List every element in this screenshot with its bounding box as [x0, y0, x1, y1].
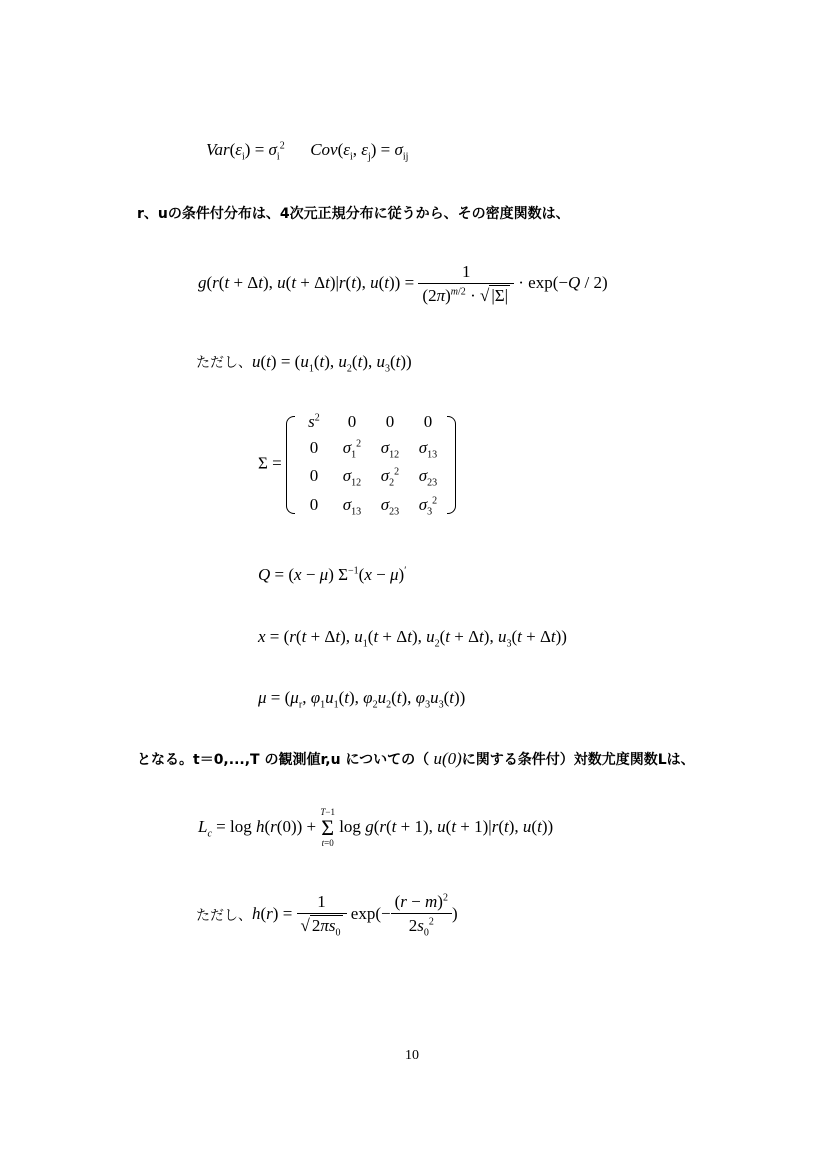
u0-expression: u(0): [429, 749, 462, 768]
x-equation: x = (r(t + Δt), $u_1(t + \Delta t)$, $u_2(t + \Delta t)$, $u_3(t + \Delta t)$): [258, 627, 567, 650]
likelihood-intro-text: [137, 749, 695, 769]
likelihood-intro-head: となる。t＝0,...,T の観測値r,u についての（: [137, 752, 430, 768]
density-intro-text: r、uの条件付分布は、4次元正規分布に従うから、その密度関数は、: [137, 206, 570, 222]
density-function-equation: g(r(t + Δt), u(t + Δt)|r(t), u(t)) = $\frac{1}{(2\pi)^{m/2} \cdot √ |\Sigma|}$ · exp(−Q / 2): [198, 262, 608, 305]
tadashi-label: ただし、: [196, 355, 252, 371]
u-definition-line: ただし、$u(t) = (u_1(t)$, $u_2(t)$, $u_3(t)$): [196, 352, 412, 375]
h-definition-line: ただし、h(r) = $\frac{1}{√ 2\pi s_0}$ exp(− $\frac{(r - m)^2}{2s_0^2}$ ): [196, 892, 458, 939]
likelihood-intro-tail: に関する条件付）対数尤度関数Lは、: [461, 752, 695, 768]
sigma-matrix-equation: Σ = $s^2$ 0 0 0 0 $\sigma_1^2$ $\sigma_{12}$ $\sigma_{13}$ 0 $\sigma_{12}$ $\sigma_2^2$ $\sigma_{23}$ 0 $\sigma_{13}$ $\sigma_{23}$ $\sigma_3^2$: [258, 412, 456, 517]
page-number: 10: [405, 1048, 419, 1063]
mu-equation: $\mu = (\mu_r$, $\varphi_1u_1(t)$, $\varphi_2u_2(t)$, $\varphi_3u_3(t)$): [258, 688, 466, 711]
log-likelihood-equation: $L_c = \log h(r(0))$ + T−1 Σ t=0 log g(r(t + 1), u(t + 1)|r(t), u(t)): [198, 807, 554, 848]
variance-covariance-equation: $Var(\varepsilon_i) = \sigma_i^2$ $Cov(\varepsilon_i$, $\varepsilon_j) = \sigma_{ij}$: [206, 140, 409, 163]
q-equation: Q = (x − μ) $\Sigma^{-1}(x - \mu)'$: [258, 565, 407, 584]
tadashi-label-2: ただし、: [196, 908, 252, 925]
